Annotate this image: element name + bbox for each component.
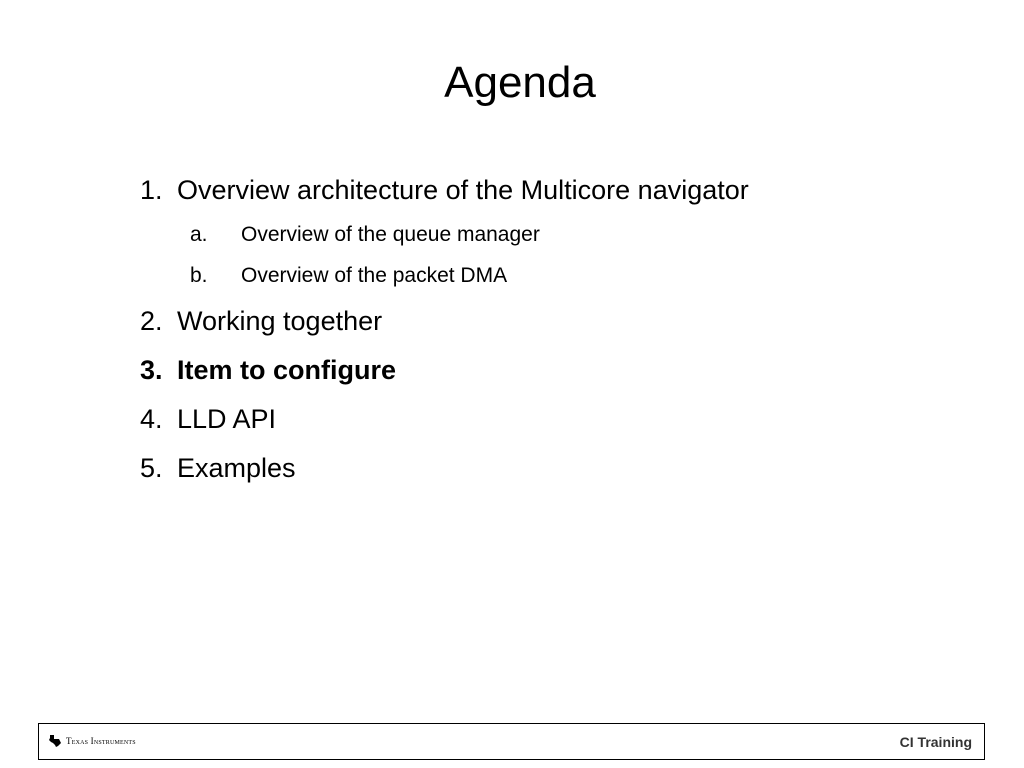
agenda-subitem-a (140, 219, 760, 250)
agenda-item-label: Working together (177, 306, 383, 336)
agenda-item-4 (140, 399, 760, 440)
agenda-subitem-letter: a. (190, 223, 208, 246)
agenda-subitem-letter: b. (190, 264, 208, 287)
texas-state-icon (48, 734, 62, 748)
logo-text: Texas Instruments (66, 736, 136, 746)
agenda-item-label: Overview architecture of the Multicore navigator (177, 175, 749, 205)
agenda-subitems (140, 219, 760, 291)
ti-logo (48, 734, 136, 748)
agenda-item-1 (140, 170, 760, 211)
agenda-subitem-b (140, 260, 760, 291)
agenda-item-5 (140, 448, 760, 489)
agenda-item-3-current (140, 350, 760, 391)
agenda-item-number: 1. (140, 175, 163, 205)
agenda-item-2 (140, 301, 760, 342)
agenda-item-label: LLD API (177, 404, 277, 434)
footer-title: CI Training (899, 734, 972, 750)
agenda-item-number: 3. (140, 355, 163, 385)
agenda-item-number: 2. (140, 306, 163, 336)
slide-title: Agenda (444, 58, 596, 107)
agenda-item-number: 5. (140, 453, 163, 483)
agenda-item-label: Item to configure (177, 355, 397, 385)
agenda-item-label: Examples (177, 453, 296, 483)
agenda-subitem-label: Overview of the queue manager (241, 223, 540, 246)
agenda-item-number: 4. (140, 404, 163, 434)
agenda-list (140, 170, 760, 489)
agenda-subitem-label: Overview of the packet DMA (241, 264, 508, 287)
slide-footer (38, 723, 985, 760)
